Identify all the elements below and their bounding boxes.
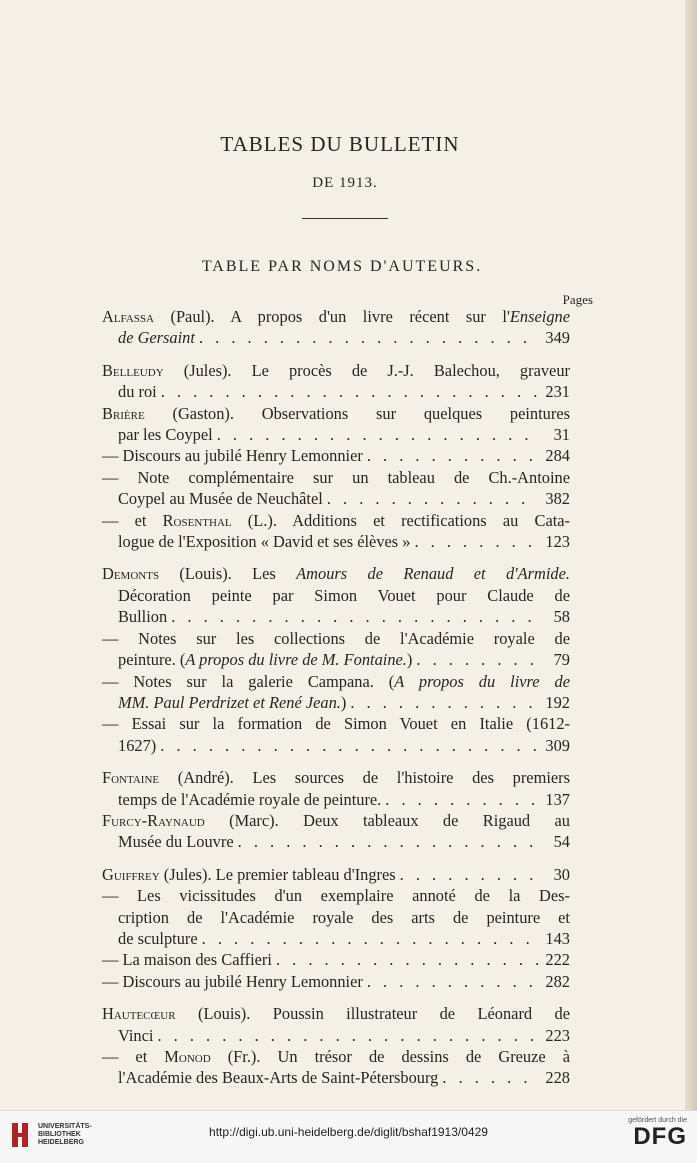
entry-belleudy xyxy=(102,360,570,553)
leader-dots xyxy=(217,424,538,445)
entry-line xyxy=(102,531,570,552)
leader-dots xyxy=(416,649,538,670)
entry-text: — et xyxy=(102,1047,165,1066)
leader-dots xyxy=(327,488,538,509)
leader-dots xyxy=(400,864,538,885)
entry-text: Bullion xyxy=(118,607,168,627)
entry-text-italic: Amours de Renaud et d'Armide. xyxy=(296,564,570,584)
page-number: 222 xyxy=(545,950,570,970)
page-number: 192 xyxy=(545,692,570,712)
page-number: 54 xyxy=(553,832,570,852)
entry-line xyxy=(102,1003,570,1024)
entry-text: Coypel au Musée de Neuchâtel xyxy=(118,489,323,509)
page-number: 349 xyxy=(545,328,570,348)
entry-line xyxy=(102,885,570,906)
entry-text: — Discours au jubilé Henry Lemonnier xyxy=(102,971,363,991)
leader-dots xyxy=(238,831,538,852)
entry-hautecoeur xyxy=(102,1003,570,1089)
entry-text: (André). Les sources de l'histoire des premiers xyxy=(159,768,570,788)
page-number: 137 xyxy=(545,789,570,809)
page-number: 284 xyxy=(545,446,570,466)
leader-dots xyxy=(202,928,538,949)
entry-line xyxy=(102,692,570,713)
entry-line xyxy=(102,306,570,327)
entry-line xyxy=(102,488,570,509)
entry-line xyxy=(102,381,570,402)
entry-text: ) xyxy=(406,650,413,670)
entry-text-italic: A propos du livre de xyxy=(394,671,570,691)
leader-dots xyxy=(160,735,538,756)
entry-line xyxy=(102,649,570,670)
page-number: 30 xyxy=(553,864,570,884)
page-number: 223 xyxy=(545,1025,570,1045)
entry-line xyxy=(102,928,570,949)
entry-line xyxy=(102,510,570,531)
entry-text: temps de l'Académie royale de peinture. xyxy=(118,789,382,809)
entry-text: Musée du Louvre xyxy=(118,832,234,852)
entry-line xyxy=(102,971,570,992)
entry-text: par les Coypel xyxy=(118,425,213,445)
page-number: 231 xyxy=(545,382,570,402)
entry-text: cription de l'Académie royale des arts de peinture et xyxy=(118,907,570,927)
page-number: 31 xyxy=(553,425,570,445)
page-number: 282 xyxy=(545,971,570,991)
page-number: 143 xyxy=(545,928,570,948)
funded-by-label: gefördert durch die xyxy=(628,1117,687,1124)
entry-line xyxy=(102,1046,570,1067)
entry-text: l'Académie des Beaux-Arts de Saint-Pétersbourg xyxy=(118,1068,439,1088)
page-number: 58 xyxy=(553,607,570,627)
entry-line xyxy=(102,831,570,852)
pages-column-label: Pages xyxy=(562,292,593,307)
leader-dots xyxy=(199,327,538,348)
entry-line xyxy=(102,1067,570,1088)
entry-guiffrey xyxy=(102,864,570,992)
entry-text: (Jules). Le premier tableau d'Ingres xyxy=(159,864,396,884)
section-title: TABLE PAR NOMS D'AUTEURS. xyxy=(201,258,483,275)
entry-line xyxy=(102,606,570,627)
library-name-line: BIBLIOTHEK xyxy=(38,1131,81,1138)
entry-line xyxy=(102,735,570,756)
entry-text: (Louis). Poussin illustrateur de Léonard de xyxy=(175,1004,570,1024)
title-divider xyxy=(302,218,388,219)
entry-line xyxy=(102,671,570,692)
entry-text-italic: MM. Paul Perdrizet et René Jean. xyxy=(118,692,341,712)
entry-line xyxy=(102,628,570,649)
entry-text: — Notes sur les collections de l'Académie royale de xyxy=(102,628,570,648)
entry-text: — et xyxy=(102,510,163,530)
entry-line xyxy=(102,767,570,788)
page-number: 382 xyxy=(545,489,570,509)
author-name: Brière xyxy=(102,403,145,423)
entry-line xyxy=(102,585,570,606)
leader-dots xyxy=(350,692,538,713)
entry-line xyxy=(102,810,570,831)
entry-line xyxy=(102,467,570,488)
author-name: Fontaine xyxy=(102,768,160,788)
leader-dots xyxy=(171,606,538,627)
page-url-link[interactable]: http://digi.ub.uni-heidelberg.de/diglit/bshaf1913/0429 xyxy=(209,1125,488,1139)
author-index xyxy=(102,306,570,1100)
entry-text-italic: Enseigne xyxy=(509,307,570,326)
entry-line xyxy=(102,327,570,348)
author-name: Belleudy xyxy=(102,360,164,380)
entry-alfassa xyxy=(102,306,570,349)
page-number: 228 xyxy=(545,1068,570,1088)
entry-text: Vinci xyxy=(118,1025,154,1045)
library-name-line: UNIVERSITÄTS- xyxy=(38,1123,92,1130)
entry-text: Décoration peinte par Simon Vouet pour Claude de xyxy=(118,585,570,605)
entry-demonts xyxy=(102,563,570,756)
entry-text: du roi xyxy=(118,382,157,402)
author-name: Hautecœur xyxy=(102,1004,176,1024)
entry-fontaine xyxy=(102,767,570,853)
author-name: Alfassa xyxy=(102,307,154,326)
leader-dots xyxy=(161,381,538,402)
entry-text: ) xyxy=(340,692,347,712)
entry-line xyxy=(102,445,570,466)
entry-text: — Notes sur la galerie Campana. ( xyxy=(102,671,395,691)
entry-line xyxy=(102,424,570,445)
library-name-line: HEIDELBERG xyxy=(38,1139,84,1146)
entry-line xyxy=(102,949,570,970)
entry-text-italic: de Gersaint xyxy=(118,328,195,348)
entry-text: (Jules). Le procès de J.-J. Balechou, graveur xyxy=(163,360,570,380)
entry-text: (Gaston). Observations sur quelques peintures xyxy=(144,403,570,423)
page-subtitle: DE 1913. xyxy=(312,175,378,191)
entry-text: (Paul). A propos d'un livre récent sur l' xyxy=(153,307,510,326)
entry-line xyxy=(102,1025,570,1046)
entry-line xyxy=(102,907,570,928)
entry-line xyxy=(102,864,570,885)
entry-text: logue de l'Exposition « David et ses élèves » xyxy=(118,532,411,552)
entry-text: — La maison des Caffieri xyxy=(102,950,272,970)
author-name: Monod xyxy=(164,1047,211,1066)
page-number: 123 xyxy=(545,532,570,552)
entry-text: — Discours au jubilé Henry Lemonnier xyxy=(102,446,363,466)
dfg-wordmark: DFG xyxy=(633,1123,687,1150)
author-name: Demonts xyxy=(102,564,160,584)
entry-line xyxy=(102,713,570,734)
entry-line xyxy=(102,563,570,584)
entry-text: — Note complémentaire sur un tableau de Ch.-Antoine xyxy=(102,467,570,487)
page-title: TABLES DU BULLETIN xyxy=(220,132,460,156)
leader-dots xyxy=(276,949,538,970)
leader-dots xyxy=(442,1067,538,1088)
page-number: 309 xyxy=(545,735,570,755)
viewer-footer xyxy=(0,1110,697,1163)
entry-line xyxy=(102,360,570,381)
page-edge xyxy=(685,0,697,1110)
entry-text: (L.). Additions et rectifications au Cata- xyxy=(231,510,571,530)
leader-dots xyxy=(367,445,538,466)
entry-text: — Les vicissitudes d'un exemplaire annoté de la Des- xyxy=(102,886,570,906)
author-name: Furcy-Raynaud xyxy=(102,810,205,830)
page-number: 79 xyxy=(553,650,570,670)
entry-text: (Marc). Deux tableaux de Rigaud au xyxy=(204,810,570,830)
entry-line xyxy=(102,403,570,424)
entry-text: de sculpture xyxy=(118,928,198,948)
entry-text: — Essai sur la formation de Simon Vouet en Italie (1612- xyxy=(102,714,570,734)
entry-text: (Louis). Les xyxy=(159,564,297,584)
entry-text: 1627) xyxy=(118,735,157,755)
entry-line xyxy=(102,789,570,810)
leader-dots xyxy=(367,971,538,992)
leader-dots xyxy=(385,789,538,810)
dfg-logo[interactable] xyxy=(628,1117,687,1150)
leader-dots xyxy=(157,1025,538,1046)
leader-dots xyxy=(414,531,538,552)
author-name: Rosenthal xyxy=(162,510,232,530)
entry-text-italic: A propos du livre de M. Fontaine. xyxy=(185,650,407,670)
entry-text: (Fr.). Un trésor de dessins de Greuze à xyxy=(210,1047,570,1066)
author-name: Guiffrey xyxy=(102,864,160,884)
entry-text: peinture. ( xyxy=(118,650,186,670)
